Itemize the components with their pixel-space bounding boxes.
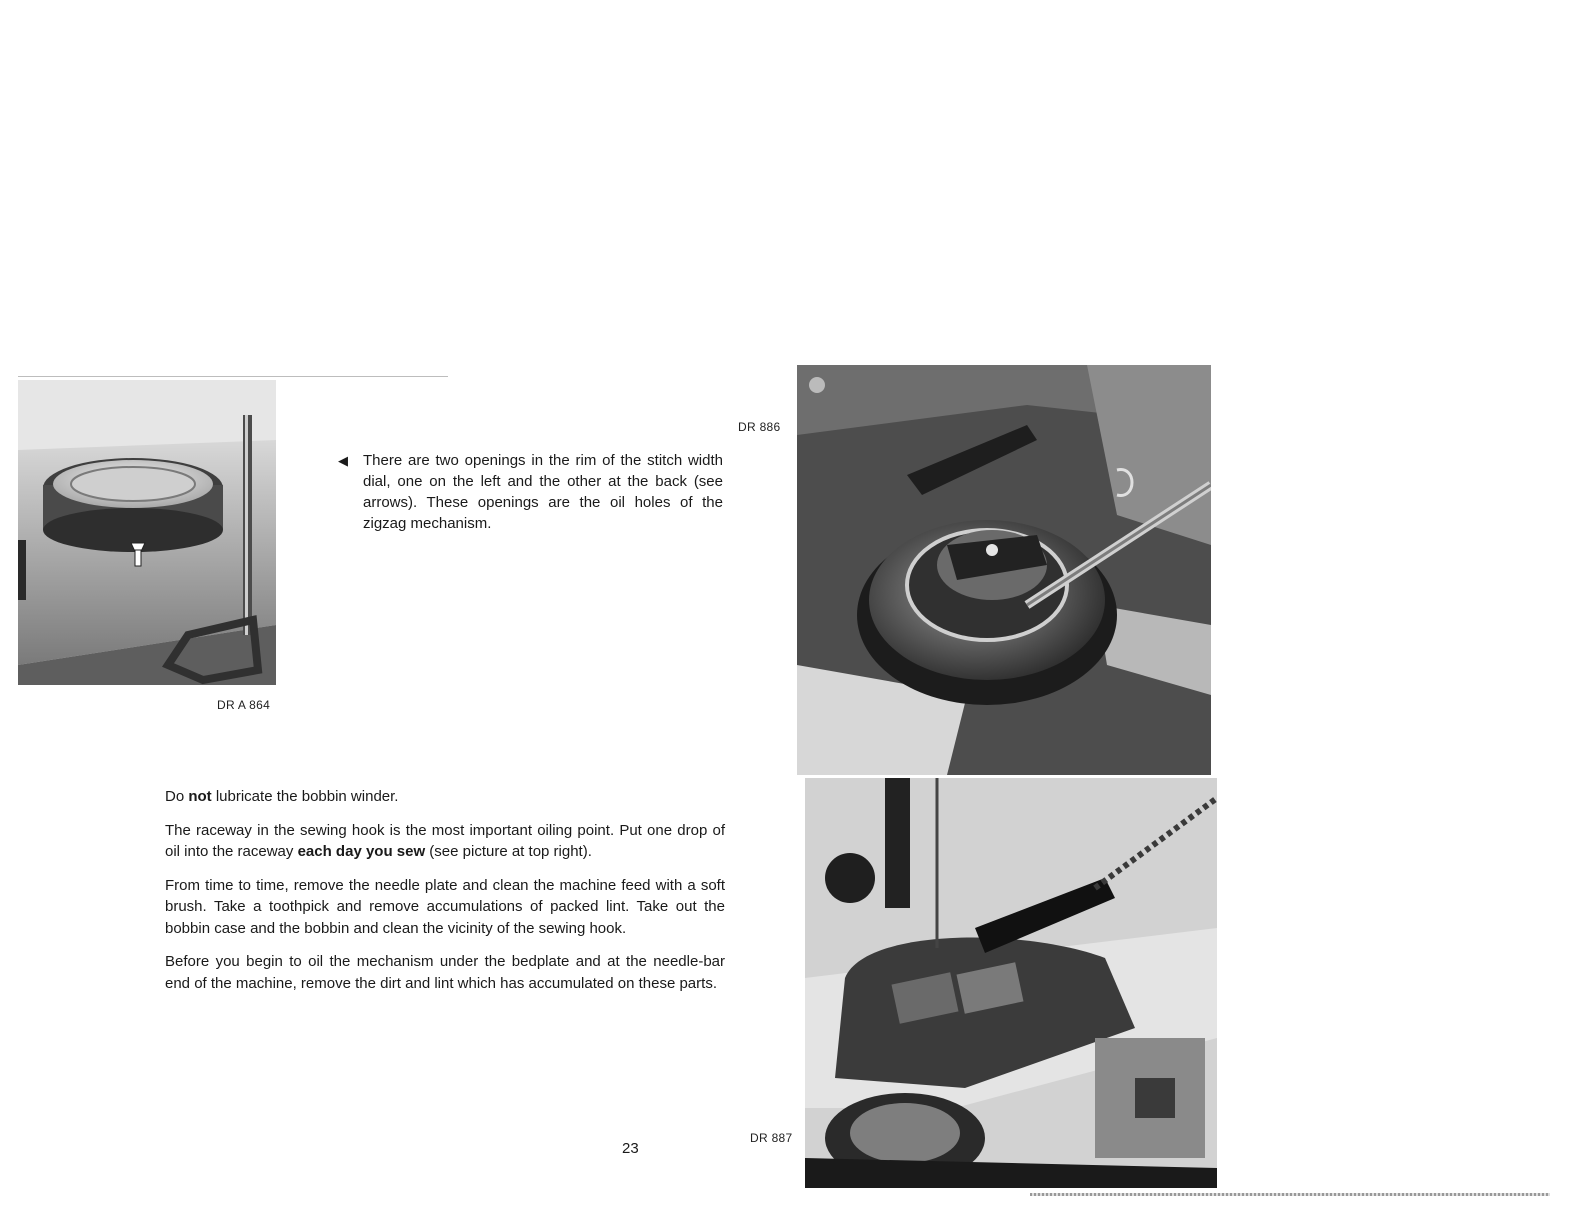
emphasis-each-day: each day you sew xyxy=(297,843,426,860)
oil-holes-note xyxy=(338,450,723,534)
stitch-width-dial-photo xyxy=(18,380,276,685)
page-number: 23 xyxy=(622,1140,639,1157)
paragraph-raceway: The raceway in the sewing hook is the most important oiling point. Put one drop of oil into the raceway each day you sew (see picture at top right). xyxy=(165,821,725,860)
left-pointer-icon: ◀ xyxy=(338,453,348,468)
oiling-instructions xyxy=(165,786,725,1006)
bottom-rule xyxy=(1030,1193,1550,1196)
top-rule xyxy=(18,376,448,377)
sewing-hook-raceway-photo xyxy=(797,365,1211,775)
paragraph-before-oiling: Before you begin to oil the mechanism under the bedplate and at the needle-bar end of the machine, remove the dirt and lint which has accumulated on these parts. xyxy=(165,953,725,992)
photo-caption-dr-886: DR 886 xyxy=(738,420,781,434)
paragraph-cleaning: From time to time, remove the needle plate and clean the machine feed with a soft brush. Take a toothpick and remove accumulations of packed lint. Take out the bobbin case and the bobbin and clean the vicinity of the sewing hook. xyxy=(165,876,725,937)
photo-caption-dr-887: DR 887 xyxy=(750,1131,793,1145)
emphasis-not: not xyxy=(188,788,212,805)
photo-caption-dr-a-864: DR A 864 xyxy=(217,698,271,712)
feed-cleaning-photo xyxy=(805,778,1217,1188)
paragraph-bobbin-winder: Do not lubricate the bobbin winder. xyxy=(165,788,399,805)
oil-holes-text: There are two openings in the rim of the stitch width dial, one on the left and the other at the back (see arrows). These openings are the oil holes of the zigzag mechanism. xyxy=(363,452,723,532)
